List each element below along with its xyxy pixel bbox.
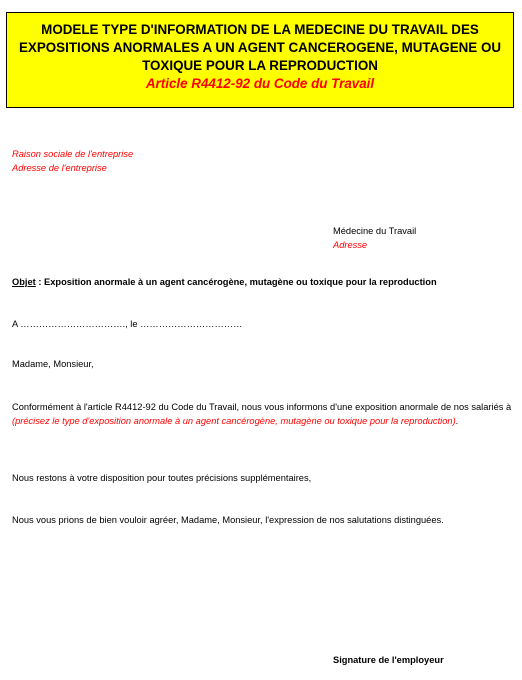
sender-company-name: Raison sociale de l'entreprise xyxy=(12,149,134,159)
sender-block xyxy=(12,148,133,175)
body-end: . xyxy=(455,415,459,426)
body-instruction: (précisez le type d'exposition anormale à un agent cancérogène, mutagène ou toxique pour la reproduction) xyxy=(12,415,456,426)
subject-label: Objet xyxy=(12,277,36,287)
employer-signature-label: Signature de l'employeur xyxy=(333,655,444,665)
place-date-line: A ……………………………., le …………………………… xyxy=(12,319,243,329)
subject-separator: : xyxy=(35,277,45,287)
body-intro: Conformément à l'article R4412-92 du Code du Travail, nous vous informons d'une exposition anormale de nos salariés à xyxy=(12,402,512,412)
document-title: MODELE TYPE D'INFORMATION DE LA MEDECINE DU TRAVAIL DES EXPOSITIONS ANORMALES A UN AGENT CANCEROGENE, MUTAGENE OU TOXIQUE POUR LA REPRODUCTION xyxy=(18,22,502,73)
recipient-address: Adresse xyxy=(333,239,368,250)
body-paragraph xyxy=(12,401,512,428)
closing-formula: Nous vous prions de bien vouloir agréer, Madame, Monsieur, l'expression de nos salutations distinguées. xyxy=(12,515,444,525)
document-title-box xyxy=(6,12,514,108)
subject-line xyxy=(12,276,437,290)
recipient-name: Médecine du Travail xyxy=(333,226,417,236)
document-subtitle: Article R4412-92 du Code du Travail xyxy=(145,76,375,91)
subject-text: Exposition anormale à un agent cancérogène, mutagène ou toxique pour la reproduction xyxy=(44,277,437,287)
availability-sentence: Nous restons à votre disposition pour toutes précisions supplémentaires, xyxy=(12,473,312,483)
greeting: Madame, Monsieur, xyxy=(12,359,94,369)
recipient-block xyxy=(333,225,416,252)
sender-company-address: Adresse de l'entreprise xyxy=(12,162,107,173)
